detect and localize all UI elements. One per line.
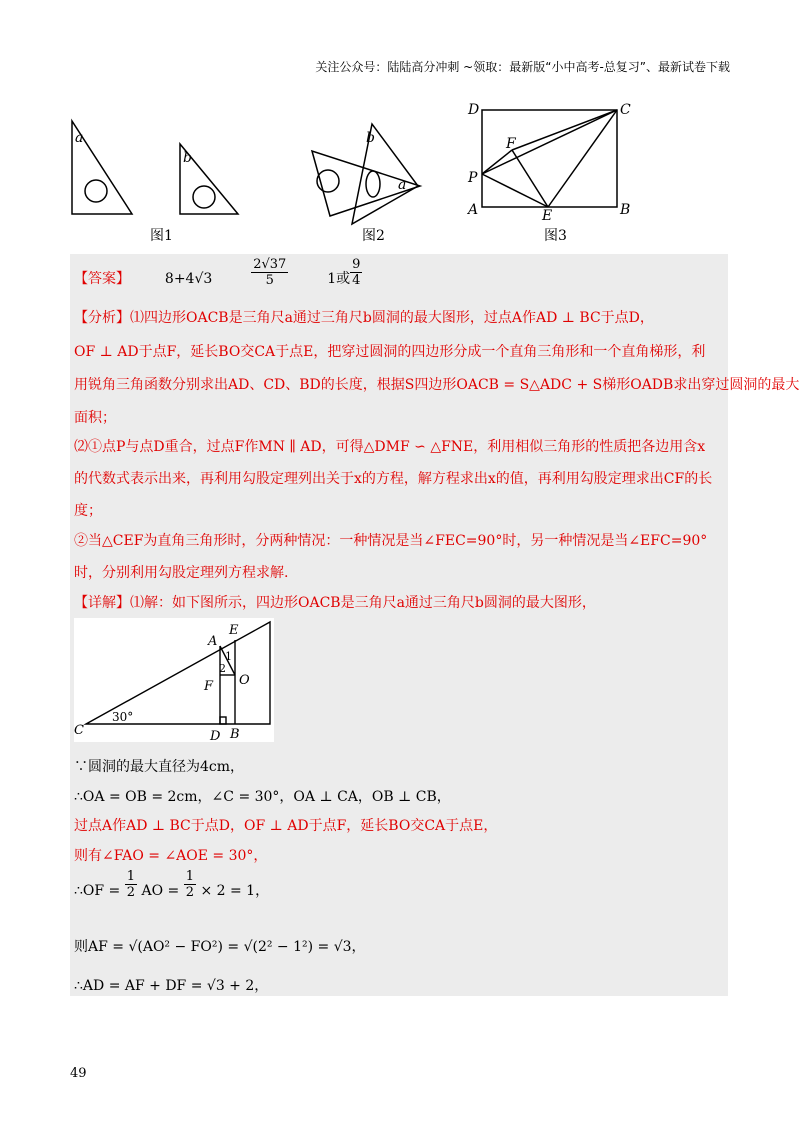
detail-label-30: 30° bbox=[112, 710, 134, 724]
page-number: 49 bbox=[70, 1066, 87, 1081]
detail-line-3: ∴OA = OB = 2cm，∠C = 30°，OA ⊥ CA，OB ⊥ CB， bbox=[74, 789, 451, 805]
fig3-label-d: D bbox=[468, 102, 480, 118]
detail-line-8: ∴AD = AF + DF = √3 + 2， bbox=[74, 978, 269, 994]
analysis-line-9: 时，分别利用勾股定理列方程求解. bbox=[74, 565, 289, 581]
half-fraction-2: $\frac{1}{2}$ bbox=[185, 868, 194, 900]
detail-line-7: 则AF = √(AO² − FO²) = √(2² − 1²) = √3， bbox=[74, 939, 366, 955]
detail-line-6: ∴OF = $\frac{1}{2}$ AO = $\frac{1}{2}$ × 2 = 1， bbox=[74, 868, 270, 900]
analysis-line-7: 度； bbox=[74, 503, 102, 519]
analysis-line-4: 面积； bbox=[74, 410, 116, 426]
detail-line-5: 则有∠FAO = ∠AOE = 30°， bbox=[74, 848, 268, 864]
fig3-label-a: A bbox=[468, 202, 479, 218]
fig2-label-b: b bbox=[366, 130, 375, 146]
fig3-label-p: P bbox=[468, 170, 478, 186]
detail-label-a: A bbox=[208, 634, 218, 649]
detail-label-f: F bbox=[204, 679, 214, 694]
answer-line bbox=[74, 256, 362, 288]
fig1-label-b: b bbox=[183, 150, 192, 166]
detail-label-1: 1 bbox=[225, 650, 232, 663]
answer-value-3-prefix: 1或 bbox=[327, 271, 351, 287]
analysis-line-2: OF ⊥ AD于点F，延长BO交CA于点E，把穿过圆洞的四边形分成一个直角三角形和一个直角梯形，利 bbox=[74, 344, 706, 360]
figure-3 bbox=[482, 110, 617, 207]
fig3-label-c: C bbox=[620, 102, 631, 118]
detail-label-b: B bbox=[230, 727, 240, 742]
fig2-caption: 图2 bbox=[362, 228, 385, 244]
analysis-line-6: 的代数式表示出来，再利用勾股定理列出关于x的方程，解方程求出x的值，再利用勾股定理求出CF的长 bbox=[74, 471, 713, 487]
detail-line-4: 过点A作AD ⊥ BC于点D，OF ⊥ AD于点F，延长BO交CA于点E， bbox=[74, 818, 498, 834]
detail-label-2: 2 bbox=[219, 662, 226, 675]
analysis-line-1: 【分析】⑴四边形OACB是三角尺a通过三角尺b圆洞的最大图形，过点A作AD ⊥ BC于点D， bbox=[74, 310, 654, 326]
page-header: 关注公众号：陆陆高分冲刺 ~领取：最新版“小中高考-总复习”、最新试卷下载 bbox=[315, 60, 730, 74]
detail-label-d: D bbox=[210, 729, 221, 742]
answer-value-2: $\frac{2√37}{5}$ bbox=[253, 256, 287, 288]
detail-figure bbox=[74, 618, 274, 742]
answer-label: 【答案】 bbox=[74, 271, 130, 287]
fig1-caption: 图1 bbox=[150, 228, 173, 244]
fig3-label-e: E bbox=[542, 208, 553, 224]
figure-row bbox=[60, 96, 740, 246]
analysis-line-5: ⑵①点P与点D重合，过点F作MN ∥ AD，可得△DMF ∽ △FNE，利用相似三角形的性质把各边用含x bbox=[74, 439, 706, 455]
detail-label-o: O bbox=[239, 673, 250, 688]
figure-1 bbox=[72, 121, 238, 214]
fig3-label-f: F bbox=[506, 136, 516, 152]
detail-line-2: ∵圆洞的最大直径为4cm， bbox=[74, 759, 245, 775]
detail-label-c: C bbox=[74, 723, 84, 738]
fig3-label-b: B bbox=[620, 202, 631, 218]
fig1-label-a: a bbox=[75, 130, 84, 146]
fig2-label-a: a bbox=[398, 177, 407, 193]
analysis-line-3: 用锐角三角函数分别求出AD、CD、BD的长度，根据S四边形OACB = S△ADC + S梯形OADB求出穿过圆洞的最大 bbox=[74, 377, 800, 393]
detail-line-1: 【详解】⑴解：如下图所示，四边形OACB是三角尺a通过三角尺b圆洞的最大图形， bbox=[74, 595, 596, 611]
fig3-caption: 图3 bbox=[544, 228, 567, 244]
answer-value-3-fraction: $\frac{9}{4}$ bbox=[352, 256, 361, 288]
detail-label-e: E bbox=[229, 623, 239, 638]
half-fraction-1: $\frac{1}{2}$ bbox=[126, 868, 136, 900]
analysis-line-8: ②当△CEF为直角三角形时，分两种情况：一种情况是当∠FEC=90°时，另一种情况是当∠EFC=90° bbox=[74, 533, 708, 549]
answer-value-1: 8+4√3 bbox=[164, 271, 213, 287]
